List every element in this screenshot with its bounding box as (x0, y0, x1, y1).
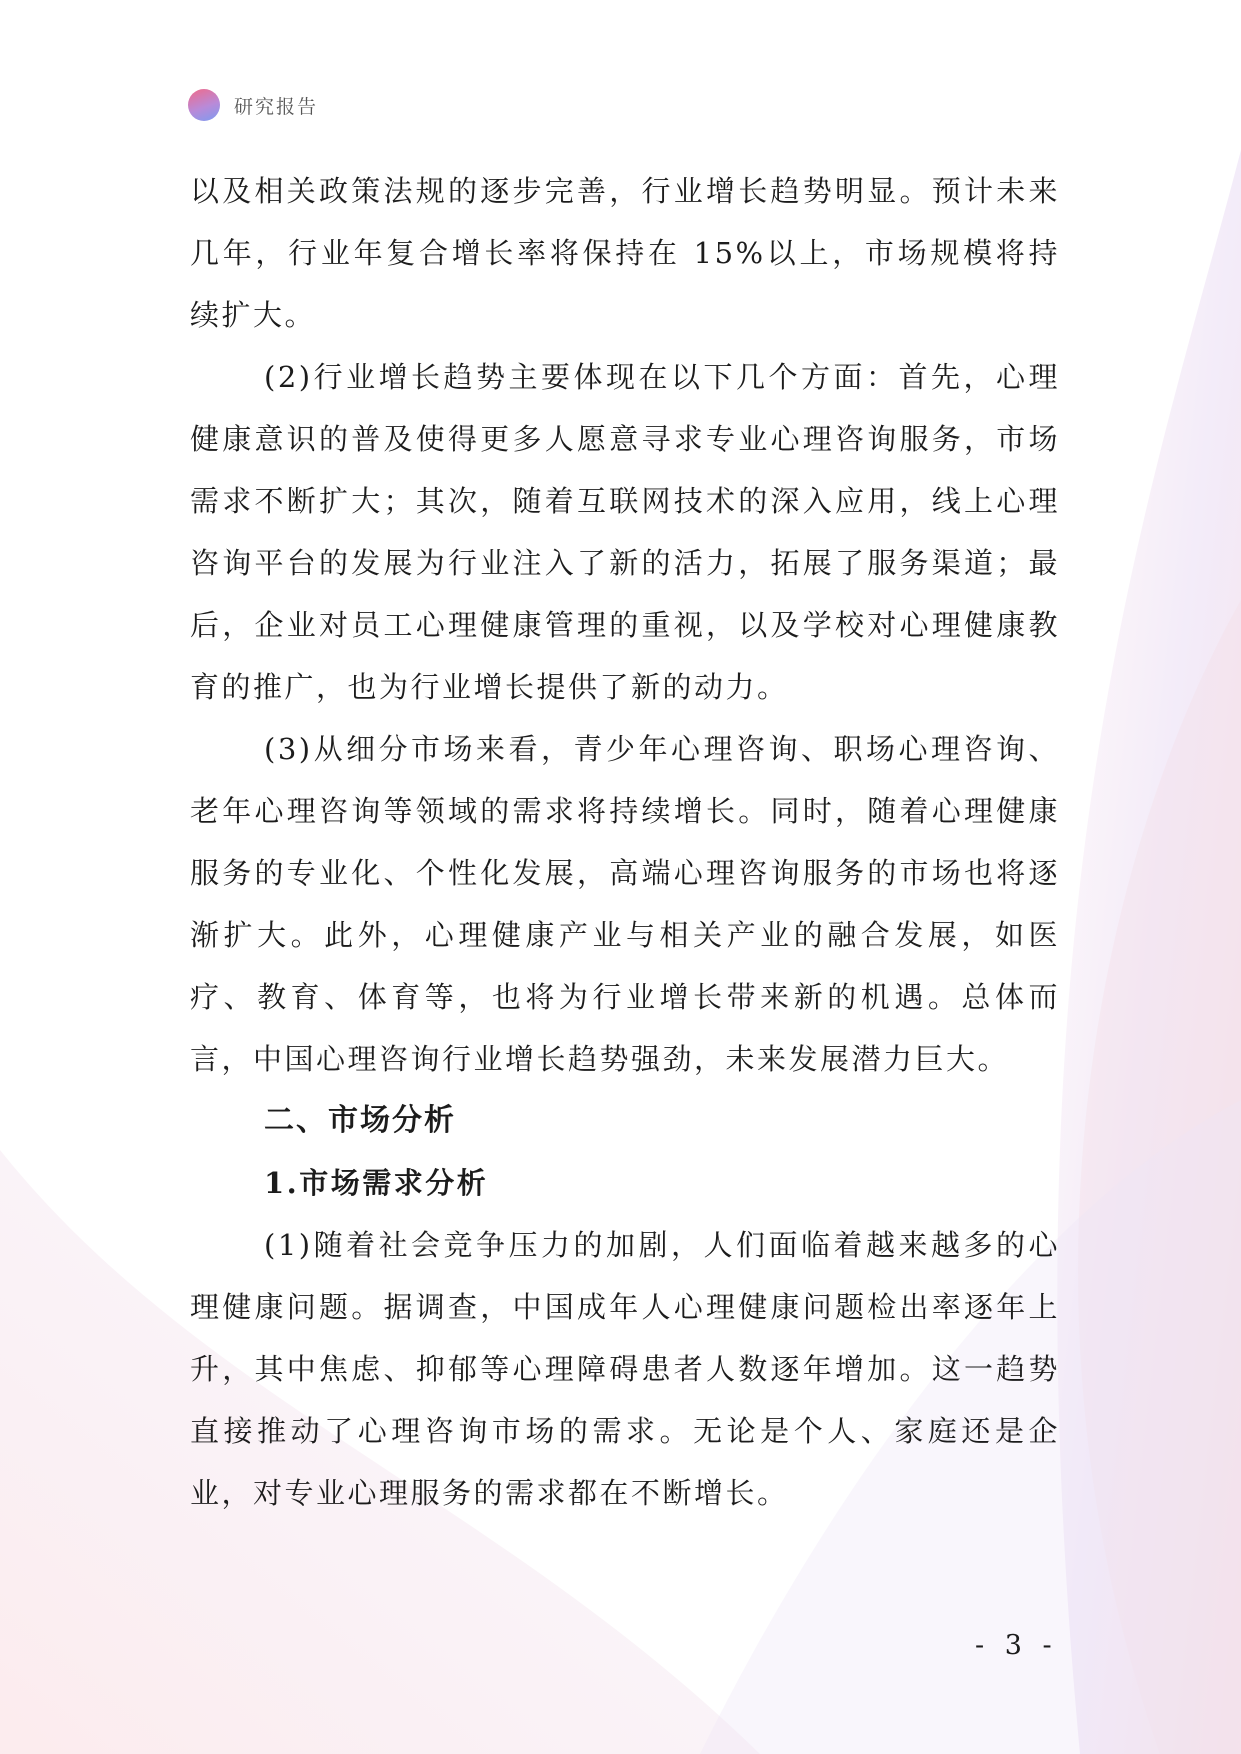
report-header (188, 88, 318, 122)
page-number: - 3 - (975, 1630, 1058, 1661)
logo-icon (188, 89, 220, 121)
document-body (190, 160, 1060, 1524)
paragraph-1: 以及相关政策法规的逐步完善，行业增长趋势明显。预计未来几年，行业年复合增长率将保持在 15%以上，市场规模将持续扩大。 (190, 174, 1060, 332)
paragraph-4: (1)随着社会竞争压力的加剧，人们面临着越来越多的心理健康问题。据调查，中国成年人心理健康问题检出率逐年上升，其中焦虑、抑郁等心理障碍患者人数逐年增加。这一趋势直接推动了心理咨询市场的需求。无论是个人、家庭还是企业，对专业心理服务的需求都在不断增长。 (190, 1228, 1060, 1510)
paragraph-3: (3)从细分市场来看，青少年心理咨询、职场心理咨询、老年心理咨询等领域的需求将持续增长。同时，随着心理健康服务的专业化、个性化发展，高端心理咨询服务的市场也将逐渐扩大。此外，心理健康产业与相关产业的融合发展，如医疗、教育、体育等，也将为行业增长带来新的机遇。总体而言，中国心理咨询行业增长趋势强劲，未来发展潜力巨大。 (190, 732, 1060, 1076)
paragraph-2: (2)行业增长趋势主要体现在以下几个方面：首先，心理健康意识的普及使得更多人愿意寻求专业心理咨询服务，市场需求不断扩大；其次，随着互联网技术的深入应用，线上心理咨询平台的发展为行业注入了新的活力，拓展了服务渠道；最后，企业对员工心理健康管理的重视，以及学校对心理健康教育的推广，也为行业增长提供了新的动力。 (190, 360, 1060, 704)
header-title: 研究报告 (234, 95, 319, 118)
section-title: 二、市场分析 (264, 1103, 456, 1138)
subsection-title: 1.市场需求分析 (264, 1166, 489, 1200)
